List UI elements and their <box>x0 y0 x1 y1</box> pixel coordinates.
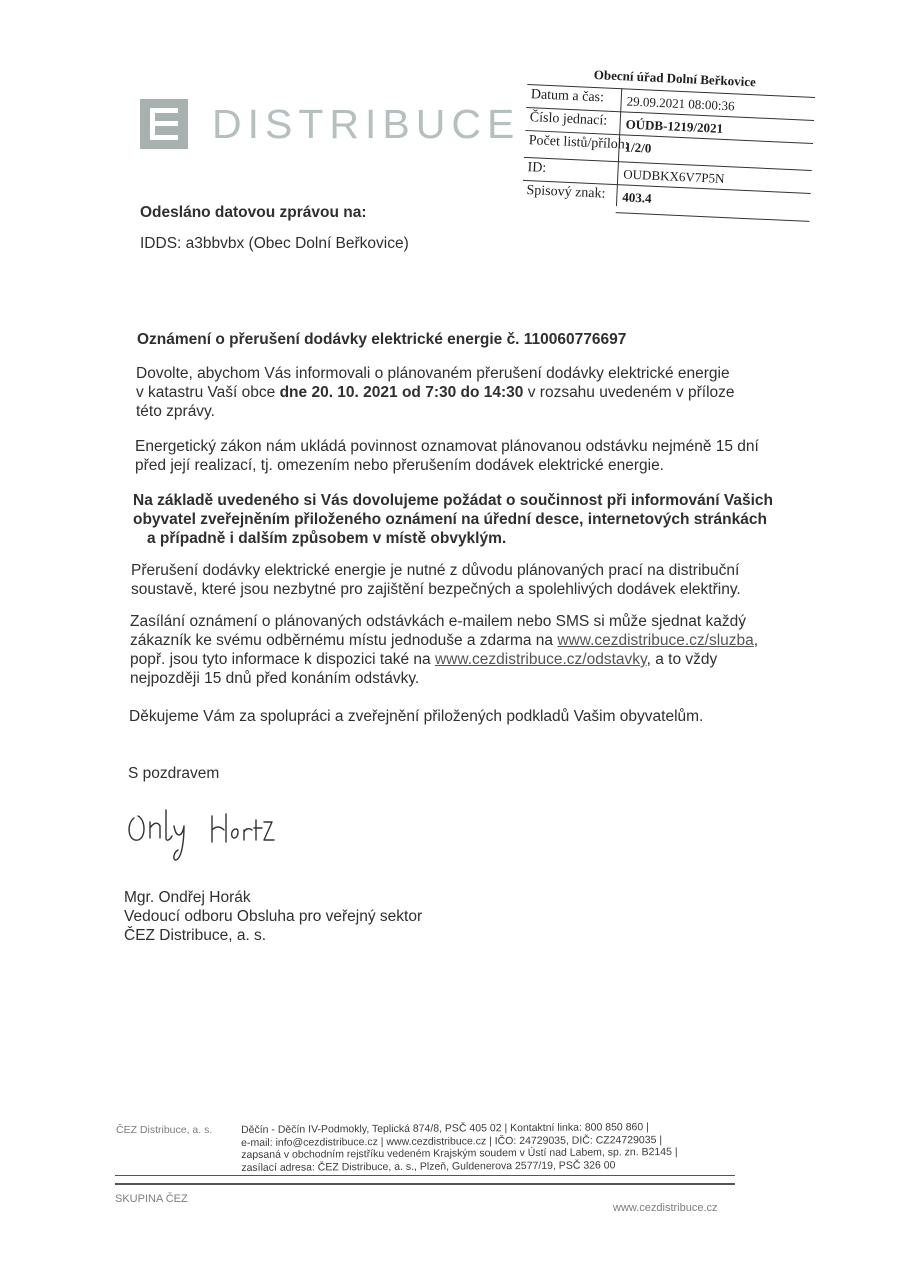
text-span: zákazník ke svému odběrnému místu jednoduše a zdarma na <box>130 632 558 649</box>
stamp-label: Číslo jednací: <box>529 110 608 129</box>
text-span: , a to vždy <box>646 651 718 668</box>
text-line: nejpozději 15 dnů před konáním odstávky. <box>130 670 420 687</box>
stamp-label: Počet listů/příloh: <box>528 133 629 153</box>
text-span: v rozsahu uvedeném v příloze <box>523 384 735 401</box>
stamp-value: 1/2/0 <box>624 139 652 156</box>
footer-company: ČEZ Distribuce, a. s. <box>116 1124 213 1136</box>
signatory-role: Vedoucí odboru Obsluha pro veřejný sektor <box>124 908 423 925</box>
outage-date: dne 20. 10. 2021 od 7:30 do 14:30 <box>279 384 524 401</box>
stamp-value: 29.09.2021 08:00:36 <box>626 93 735 114</box>
logo-text: DISTRIBUCE <box>212 100 521 147</box>
footer-line: Děčín - Děčín IV-Podmokly, Teplická 874/8, PSČ 405 02 | Kontaktní linka: 800 850 860 | <box>241 1121 649 1136</box>
signatory-name: Mgr. Ondřej Horák <box>124 889 251 906</box>
text-line: Na základě uvedeného si Vás dovolujeme požádat o součinnost při informování Vašich <box>133 492 773 509</box>
paragraph-reason <box>131 561 781 599</box>
stamp-header: Obecní úřad Dolní Beřkovice <box>593 67 757 90</box>
text-line: Dovolte, abychom Vás informovali o plánovaném přerušení dodávky elektrické energie <box>136 365 730 382</box>
idds-address: IDDS: a3bbvbx (Obec Dolní Beřkovice) <box>140 235 409 252</box>
text-line <box>130 650 780 669</box>
company-logo <box>140 98 520 150</box>
text-line: Energetický zákon nám ukládá povinnost oznamovat plánovanou odstávku nejméně 15 dní <box>135 438 759 455</box>
footer-divider <box>115 1175 735 1176</box>
cez-logo-icon <box>140 99 188 149</box>
text-line: obyvatel zveřejněním přiloženého oznámení na úřední desce, internetových stránkách <box>133 511 767 528</box>
stamp-label: Datum a čas: <box>530 87 605 106</box>
sent-heading: Odesláno datovou zprávou na: <box>140 204 367 221</box>
link-sluzba[interactable]: www.cezdistribuce.cz/sluzba <box>557 632 754 649</box>
stamp-value: OÚDB-1219/2021 <box>625 116 724 136</box>
paragraph-legal <box>135 437 775 475</box>
text-span: popř. jsou tyto informace k dispozici také na <box>130 651 435 668</box>
paragraph-notifications <box>130 612 780 688</box>
text-line: této zprávy. <box>136 403 215 420</box>
footer-address <box>241 1121 741 1174</box>
stamp-label: ID: <box>527 160 547 176</box>
text-line: před její realizací, tj. omezením nebo přerušením dodávek elektrické energie. <box>135 457 664 474</box>
text-line: Zasílání oznámení o plánovaných odstávkách e-mailem nebo SMS si může sjednat každý <box>130 613 747 630</box>
text-span: v katastru Vaší obce <box>136 384 280 401</box>
text-line: Přerušení dodávky elektrické energie je nutné z důvodu plánovaných prací na distribuční <box>131 562 740 579</box>
letter-subject: Oznámení o přerušení dodávky elektrické energie č. 110060776697 <box>137 331 627 348</box>
stamp-value: OUDBKX6V7P5N <box>623 166 725 187</box>
text-line: a případně i dalším způsobem v místě obvyklým. <box>147 530 507 547</box>
footer-line: zasílací adresa: ČEZ Distribuce, a. s., Plzeň, Guldenerova 2577/19, PSČ 326 00 <box>241 1158 616 1174</box>
paragraph-intro <box>136 364 776 421</box>
handwritten-signature <box>120 800 290 870</box>
footer-line: e-mail: info@cezdistribuce.cz | www.cezdistribuce.cz | IČO: 24729035, DIČ: CZ24729035 | <box>241 1133 663 1149</box>
footer-divider <box>115 1183 735 1185</box>
paragraph-thanks: Děkujeme Vám za spolupráci a zveřejnění přiložených podkladů Vašim obyvatelům. <box>129 708 704 725</box>
footer-line: zapsaná v obchodním rejstříku vedeném Krajským soudem v Ústí nad Labem, sp. zn. B2145 | <box>241 1145 678 1161</box>
link-odstavky[interactable]: www.cezdistribuce.cz/odstavky <box>434 651 647 668</box>
signatory-company: ČEZ Distribuce, a. s. <box>124 927 267 944</box>
text-line: soustavě, které jsou nezbytné pro zajištění bezpečných a spolehlivých dodávek elektřiny. <box>131 581 741 598</box>
stamp-label: Spisový znak: <box>526 183 606 202</box>
footer-website: www.cezdistribuce.cz <box>613 1202 718 1214</box>
text-line <box>136 383 776 402</box>
registry-stamp <box>521 67 818 243</box>
text-line <box>130 631 780 650</box>
paragraph-request <box>133 491 783 548</box>
stamp-value: 403.4 <box>621 189 652 206</box>
text-span: , <box>753 632 759 649</box>
signatory-block <box>124 888 422 945</box>
closing-greeting: S pozdravem <box>128 765 220 782</box>
footer-group: SKUPINA ČEZ <box>115 1193 188 1205</box>
